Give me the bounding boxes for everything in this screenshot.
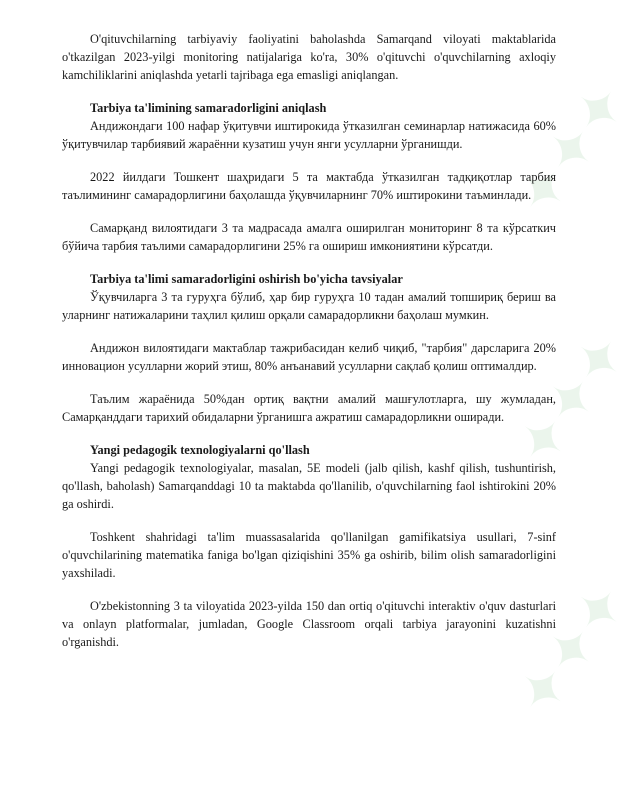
paragraph: Ўқувчиларга 3 та гуруҳга бўлиб, ҳар бир гуруҳга 10 тадан амалий топшириқ бериш ва уларнинг натижаларини таҳлил қилиш орқали самарадорликни баҳолаш мумкин. <box>62 290 556 322</box>
section-heading: Tarbiya ta'limi samaradorligini oshirish bo'yicha tavsiyalar <box>90 272 403 286</box>
paragraph: Самарқанд вилоятидаги 3 та мадрасада амалга оширилган мониторинг 8 та кўрсаткич бўйича тарбия таълими самарадорлигини 25% га ошириш имкониятини кўрсатди. <box>62 221 556 253</box>
watermark-mark: ✦✦✦ <box>503 71 641 229</box>
watermark-mark: ✦✦✦ <box>503 321 641 479</box>
watermark-mark: ✦✦✦ <box>503 571 641 729</box>
paragraph: Yangi pedagogik texnologiyalar, masalan, 5E modeli (jalb qilish, kashf qilish, tushuntirish, qo'llash, baholash) Samarqanddagi 10 ta maktabda qo'llanilib, o'quvchilarning faol ishtirokini 20% ga oshirdi. <box>62 461 556 511</box>
paragraph: O'zbekistonning 3 ta viloyatida 2023-yilda 150 dan ortiq o'qituvchi interaktiv o'quv dasturlari va onlayn platformalar, jumladan, Google Classroom orqali tarbiya jarayonini kuzatishni o'rganishdi. <box>62 599 556 649</box>
paragraph: Toshkent shahridagi ta'lim muassasalarida qo'llanilgan gamifikatsiya usullari, 7-sinf o'quvchilarining matematika faniga bo'lgan qiziqishini 35% ga oshirib, bilim olish samaradorligini yaxshiladi. <box>62 530 556 580</box>
section-heading: Tarbiya ta'limining samaradorligini aniqlash <box>90 101 327 115</box>
intro-paragraph: O'qituvchilarning tarbiyaviy faoliyatini baholashda Samarqand viloyati maktablarida o'tkazilgan 2023-yilgi monitoring natijalariga ko'ra, 30% o'qituvchi o'quvchilarning axloqiy kamchiliklarini aniqlashda yetarli tajribaga ega emasligi aniqlangan. <box>62 32 556 82</box>
paragraph: 2022 йилдаги Тошкент шаҳридаги 5 та мактабда ўтказилган тадқиқотлар тарбия таълимининг самарадорлигини баҳолашда ўқувчиларнинг 70% иштирокини таъминлади. <box>62 170 556 202</box>
paragraph: Андижондаги 100 нафар ўқитувчи иштирокида ўтказилган семинарлар натижасида 60% ўқитувчилар тарбиявий жараённи кузатиш учун янги усулларни ўрганишди. <box>62 119 556 151</box>
section-heading: Yangi pedagogik texnologiyalarni qo'llash <box>90 443 310 457</box>
paragraph: Андижон вилоятидаги мактаблар тажрибасидан келиб чиқиб, "тарбия" дарсларига 20% инновацион усулларни жорий этиш, 80% анъанавий усулларни сақлаб қолиш оптималдир. <box>62 341 556 373</box>
document-page <box>62 30 556 651</box>
paragraph: Таълим жараёнида 50%дан ортиқ вақтни амалий машғулотларга, шу жумладан, Самарқанддаги тарихий обидаларни ўрганишга ажратиш самарадорликни оширади. <box>62 392 556 424</box>
